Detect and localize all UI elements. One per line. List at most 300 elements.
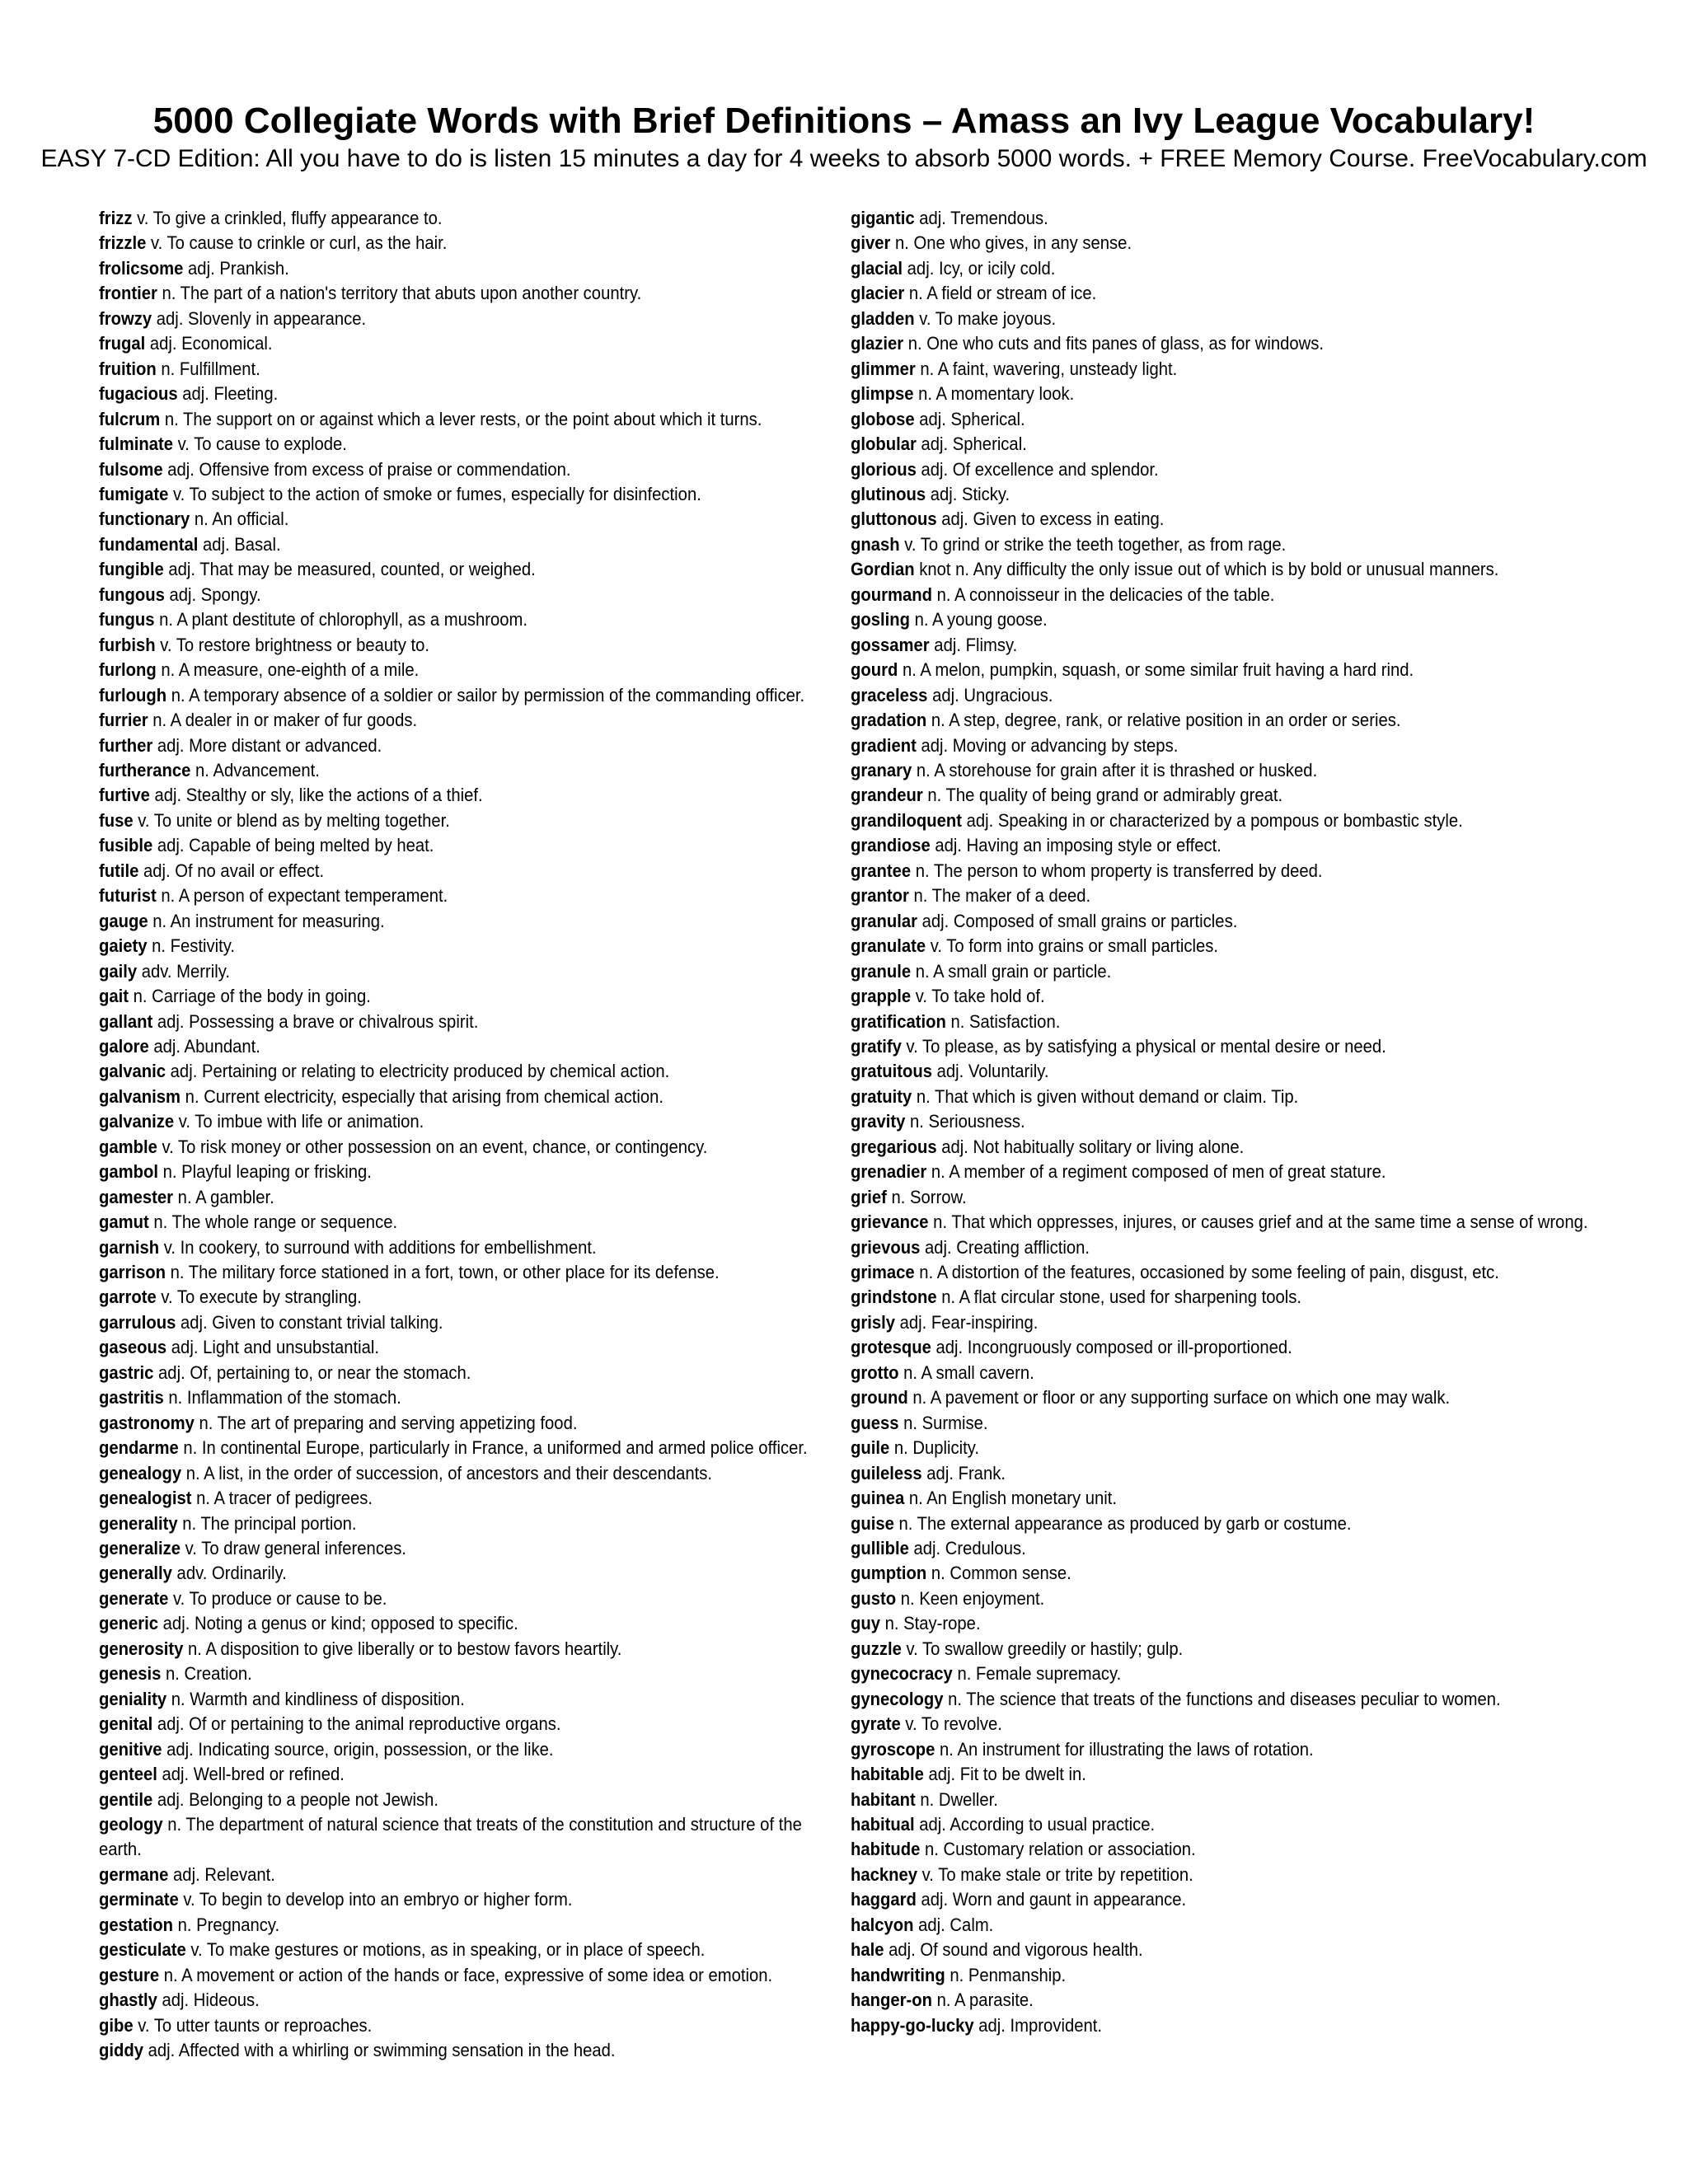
entry-word: gauge: [99, 910, 148, 931]
entry-word: gusto: [851, 1587, 897, 1609]
entry-word: gladden: [851, 307, 915, 329]
entry-word: gravity: [851, 1111, 906, 1132]
vocabulary-entry: [99, 457, 840, 482]
entry-definition: adj. Spherical.: [914, 408, 1025, 429]
vocabulary-entry: [851, 382, 1592, 406]
vocabulary-entry: [851, 1361, 1592, 1385]
vocabulary-entry: [99, 1887, 840, 1912]
entry-word: garrulous: [99, 1311, 176, 1333]
entry-word: handwriting: [851, 1964, 945, 1985]
entry-word: fusible: [99, 835, 153, 856]
entry-definition: v. To form into grains or small particles.: [926, 935, 1219, 957]
entry-word: glorious: [851, 458, 917, 480]
entry-definition: v. To please, as by satisfying a physical or mental desire or need.: [901, 1035, 1386, 1057]
entry-word: gullible: [851, 1538, 909, 1559]
entry-word: frugal: [99, 333, 146, 354]
entry-word: genitive: [99, 1738, 162, 1760]
vocabulary-entry: [99, 1185, 840, 1210]
entry-definition: adj. Icy, or icily cold.: [903, 257, 1056, 279]
entry-word: granular: [851, 910, 918, 931]
entry-definition: v. To make joyous.: [914, 307, 1057, 329]
entry-word: grandiloquent: [851, 809, 962, 831]
vocabulary-entry: [99, 934, 840, 958]
entry-definition: v. To give a crinkled, fluffy appearance to.: [132, 208, 443, 228]
entry-definition: n. One who gives, in any sense.: [890, 232, 1132, 254]
vocabulary-entry: [99, 1661, 840, 1686]
vocabulary-entry: [851, 1536, 1592, 1561]
vocabulary-entry: [851, 733, 1592, 758]
vocabulary-entry: [851, 1185, 1592, 1210]
vocabulary-entry: [99, 1285, 840, 1310]
vocabulary-entry: [99, 432, 840, 457]
entry-definition: adj. Improvident.: [973, 2014, 1102, 2036]
entry-definition: n. The whole range or sequence.: [148, 1212, 398, 1233]
entry-definition: n. Female supremacy.: [952, 1663, 1122, 1685]
vocabulary-entry: [851, 1461, 1592, 1486]
vocabulary-entry: [851, 1260, 1592, 1285]
entry-definition: n. A list, in the order of succession, of ancestors and their descendants.: [181, 1462, 713, 1483]
vocabulary-entry: [851, 583, 1592, 607]
entry-definition: adj. Calm.: [913, 1914, 994, 1935]
entry-word: frizz: [99, 208, 133, 228]
vocabulary-entry: [99, 407, 840, 432]
entry-word: gratification: [851, 1010, 946, 1032]
entry-word: galvanic: [99, 1061, 166, 1082]
entry-word: grimace: [851, 1262, 915, 1283]
entry-definition: v. To risk money or other possession on an event, chance, or contingency.: [157, 1136, 708, 1157]
entry-word: gossamer: [851, 634, 930, 655]
entry-word: hackney: [851, 1863, 918, 1885]
entry-definition: v. To take hold of.: [911, 986, 1045, 1007]
entry-word: glacial: [851, 257, 903, 279]
vocabulary-entry: [99, 1235, 840, 1260]
entry-definition: v. To draw general inferences.: [181, 1538, 406, 1559]
entry-definition: n. In continental Europe, particularly in France, a uniformed and armed police officer.: [178, 1437, 808, 1459]
entry-word: guile: [851, 1437, 890, 1459]
vocabulary-entry: [851, 1637, 1592, 1661]
vocabulary-entry: [99, 1637, 840, 1661]
entry-word: furlough: [99, 684, 167, 705]
vocabulary-entry: [851, 482, 1592, 507]
entry-word: gyrate: [851, 1713, 901, 1735]
entry-word: gumption: [851, 1563, 927, 1584]
vocabulary-entry: [851, 909, 1592, 934]
entry-word: fugacious: [99, 383, 178, 405]
entry-definition: adj. Belonging to a people not Jewish.: [152, 1788, 439, 1810]
entry-definition: v. To unite or blend as by melting together.: [133, 809, 450, 831]
vocabulary-entry: [99, 1611, 840, 1636]
entry-word: happy-go-lucky: [851, 2014, 974, 2036]
entry-word: glimpse: [851, 383, 914, 405]
entry-word: gamble: [99, 1136, 157, 1157]
entry-definition: v. To revolve.: [900, 1713, 1002, 1735]
entry-word: granary: [851, 759, 912, 780]
vocabulary-entry: [99, 583, 840, 607]
entry-definition: adj. Flimsy.: [929, 634, 1018, 655]
entry-word: furbish: [99, 634, 156, 655]
entry-word: gourd: [851, 659, 898, 681]
entry-word: guinea: [851, 1488, 905, 1509]
entry-word: giver: [851, 232, 891, 254]
entry-definition: n. Sorrow.: [886, 1186, 967, 1207]
entry-definition: n. A tracer of pedigrees.: [191, 1488, 373, 1509]
entry-definition: v. To swallow greedily or hastily; gulp.: [901, 1638, 1184, 1659]
entry-definition: n. An official.: [190, 509, 289, 530]
entry-definition: n. A movement or action of the hands or face, expressive of some idea or emotion.: [159, 1964, 773, 1985]
vocabulary-entry: [851, 1712, 1592, 1736]
entry-word: fulsome: [99, 458, 163, 480]
entry-definition: n. That which oppresses, injures, or causes grief and at the same time a sense of wrong.: [928, 1212, 1588, 1233]
entry-word: gluttonous: [851, 509, 937, 530]
vocabulary-entry: [99, 1059, 840, 1084]
vocabulary-entry: [99, 808, 840, 833]
entry-definition: adj. That may be measured, counted, or weighed.: [163, 559, 536, 580]
entry-word: habitude: [851, 1839, 921, 1860]
entry-word: germinate: [99, 1889, 179, 1910]
entry-definition: v. To utter taunts or reproaches.: [133, 2014, 373, 2036]
vocabulary-entry: [851, 532, 1592, 557]
entry-word: gastritis: [99, 1387, 164, 1408]
entry-word: fruition: [99, 358, 157, 379]
entry-definition: adj. Incongruously composed or ill-proportioned.: [931, 1337, 1292, 1358]
entry-word: garrote: [99, 1286, 157, 1308]
entry-word: gynecology: [851, 1688, 944, 1709]
entry-word: gibe: [99, 2014, 134, 2036]
entry-word: furlong: [99, 659, 157, 681]
entry-definition: n. A person of expectant temperament.: [156, 885, 448, 907]
entry-definition: adj. Indicating source, origin, possession, or the like.: [162, 1738, 554, 1760]
entry-definition: adj. Stealthy or sly, like the actions of a thief.: [149, 785, 483, 806]
entry-word: globular: [851, 434, 917, 455]
entry-word: fulcrum: [99, 408, 161, 429]
entry-word: functionary: [99, 509, 190, 530]
entry-word: gait: [99, 986, 129, 1007]
vocabulary-entry: [99, 1788, 840, 1812]
entry-word: glimmer: [851, 358, 916, 379]
entry-word: ghastly: [99, 1990, 157, 2011]
entry-word: gigantic: [851, 208, 915, 228]
vocabulary-entry: [851, 658, 1592, 682]
entry-word: gradient: [851, 734, 917, 756]
vocabulary-entry: [851, 1661, 1592, 1686]
entry-word: generalize: [99, 1538, 181, 1559]
entry-definition: adj. Speaking in or characterized by a pompous or bombastic style.: [962, 809, 1463, 831]
vocabulary-entry: [851, 1160, 1592, 1184]
entry-definition: adj. Abundant.: [148, 1035, 260, 1057]
entry-word: guess: [851, 1412, 899, 1433]
entry-definition: v. To restore brightness or beauty to.: [155, 634, 430, 655]
vocabulary-entry: [851, 1235, 1592, 1260]
entry-word: gaily: [99, 960, 138, 982]
entry-definition: v. To make stale or trite by repetition.: [917, 1863, 1193, 1885]
entry-definition: n. The person to whom property is transferred by deed.: [911, 860, 1323, 881]
vocabulary-entry: [851, 206, 1592, 231]
vocabulary-entry: [851, 1109, 1592, 1134]
entry-definition: adj. Fit to be dwelt in.: [923, 1764, 1086, 1785]
entry-word: fulminate: [99, 434, 174, 455]
entry-definition: v. In cookery, to surround with additions for embellishment.: [159, 1236, 597, 1258]
entry-definition: adj. Fear-inspiring.: [895, 1311, 1039, 1333]
vocabulary-entry: [851, 1938, 1592, 1962]
entry-definition: n. A field or stream of ice.: [904, 283, 1097, 304]
entry-definition: n. Inflammation of the stomach.: [163, 1387, 401, 1408]
entry-definition: adj. Credulous.: [908, 1538, 1026, 1559]
entry-word: grantor: [851, 885, 909, 907]
entry-definition: adj. Frank.: [921, 1462, 1006, 1483]
entry-definition: adj. Of no avail or effect.: [138, 860, 325, 881]
vocabulary-entry: [99, 357, 840, 382]
vocabulary-entry: [851, 633, 1592, 658]
entry-definition: adj. Given to excess in eating.: [936, 509, 1165, 530]
vocabulary-entry: [99, 633, 840, 658]
entry-definition: adj. Fleeting.: [177, 383, 279, 405]
entry-word: gastric: [99, 1361, 154, 1383]
entry-word: galore: [99, 1035, 149, 1057]
vocabulary-entry: [99, 1863, 840, 1887]
entry-definition: n. Current electricity, especially that arising from chemical action.: [181, 1085, 664, 1107]
entry-definition: adj. Composed of small grains or particles.: [917, 910, 1238, 931]
entry-definition: n. The quality of being grand or admirably great.: [922, 785, 1283, 806]
vocabulary-entry: [851, 1762, 1592, 1787]
page-title: 5000 Collegiate Words with Brief Definitions – Amass an Ivy League Vocabulary!: [152, 101, 1536, 141]
entry-word: habitant: [851, 1788, 916, 1810]
entry-definition: adj. Noting a genus or kind; opposed to specific.: [158, 1613, 518, 1634]
entry-word: granulate: [851, 935, 926, 957]
entry-definition: n. The military force stationed in a fort, town, or other place for its defense.: [166, 1262, 720, 1283]
entry-word: grandeur: [851, 785, 923, 806]
entry-word: Gordian: [851, 559, 915, 580]
vocabulary-entry: [99, 1160, 840, 1184]
entry-definition: v. To make gestures or motions, as in speaking, or in place of speech.: [185, 1939, 706, 1961]
entry-word: fungus: [99, 609, 155, 630]
entry-definition: adj. Tremendous.: [914, 208, 1048, 228]
vocabulary-entry: [851, 256, 1592, 281]
vocabulary-entry: [851, 307, 1592, 331]
entry-definition: adv. Merrily.: [137, 960, 231, 982]
vocabulary-entry: [851, 1611, 1592, 1636]
entry-word: generosity: [99, 1638, 184, 1659]
entry-definition: adj. Spherical.: [916, 434, 1027, 455]
vocabulary-entry: [851, 2013, 1592, 2038]
vocabulary-entry: [99, 532, 840, 557]
entry-definition: adj. Capable of being melted by heat.: [152, 835, 434, 856]
entry-definition: adj. Sticky.: [926, 483, 1010, 504]
entry-definition: n. The external appearance as produced by garb or costume.: [893, 1512, 1352, 1534]
vocabulary-entry: [851, 1210, 1592, 1235]
vocabulary-entry: [851, 1963, 1592, 1988]
entry-definition: adj. Of, pertaining to, or near the stomach.: [153, 1361, 471, 1383]
entry-definition: n. The part of a nation's territory that abuts upon another country.: [157, 283, 642, 304]
entry-definition: adj. Given to constant trivial talking.: [176, 1311, 443, 1333]
entry-definition: n. The art of preparing and serving appetizing food.: [194, 1412, 578, 1433]
vocabulary-entry: [99, 607, 840, 632]
vocabulary-entry: [99, 1586, 840, 1611]
entry-definition: n. A gambler.: [173, 1186, 274, 1207]
entry-definition: adj. More distant or advanced.: [152, 734, 382, 756]
vocabulary-entry: [851, 1586, 1592, 1611]
entry-word: gaiety: [99, 935, 148, 957]
entry-definition: n. Pregnancy.: [173, 1914, 280, 1935]
vocabulary-entry: [99, 1963, 840, 1988]
vocabulary-entry: [99, 658, 840, 682]
entry-word: futurist: [99, 885, 157, 907]
entry-word: garnish: [99, 1236, 160, 1258]
entry-definition: n. A faint, wavering, unsteady light.: [915, 358, 1178, 379]
vocabulary-entry: [851, 683, 1592, 708]
entry-word: habitual: [851, 1814, 915, 1835]
entry-definition: adj. Spongy.: [164, 583, 261, 605]
vocabulary-entry: [99, 331, 840, 356]
vocabulary-entry: [851, 1837, 1592, 1862]
vocabulary-entry: [99, 1486, 840, 1511]
entry-word: frontier: [99, 283, 157, 304]
entry-definition: adj. Economical.: [145, 333, 273, 354]
right-word-column: [851, 206, 1592, 2038]
entry-word: gamut: [99, 1212, 149, 1233]
vocabulary-entry: [99, 883, 840, 908]
entry-word: gyroscope: [851, 1738, 935, 1760]
vocabulary-entry: [99, 1561, 840, 1586]
vocabulary-entry: [851, 758, 1592, 783]
entry-word: frowzy: [99, 307, 152, 329]
entry-definition: v. To subject to the action of smoke or fumes, especially for disinfection.: [168, 483, 701, 504]
vocabulary-entry: [851, 1436, 1592, 1460]
entry-definition: adj. Pertaining or relating to electricity produced by chemical action.: [166, 1061, 670, 1082]
vocabulary-entry: [99, 1511, 840, 1536]
vocabulary-entry: [851, 1788, 1592, 1812]
entry-definition: adj. Relevant.: [168, 1863, 275, 1885]
entry-definition: n. A young goose.: [910, 609, 1048, 630]
entry-word: gynecocracy: [851, 1663, 953, 1685]
entry-word: galvanism: [99, 1085, 181, 1107]
vocabulary-entry: [99, 833, 840, 858]
entry-definition: n. Advancement.: [190, 759, 320, 780]
entry-definition: adj. Hideous.: [157, 1990, 260, 2011]
entry-definition: n. Surmise.: [898, 1412, 988, 1433]
entry-word: glutinous: [851, 483, 926, 504]
entry-word: gendarme: [99, 1437, 179, 1459]
vocabulary-entry: [99, 1260, 840, 1285]
entry-word: guzzle: [851, 1638, 902, 1659]
entry-word: furrier: [99, 710, 148, 731]
entry-definition: n. An instrument for measuring.: [148, 910, 385, 931]
vocabulary-entry: [99, 1687, 840, 1712]
vocabulary-entry: [851, 934, 1592, 958]
vocabulary-entry: [99, 281, 840, 306]
entry-word: gestation: [99, 1914, 174, 1935]
entry-word: fuse: [99, 809, 134, 831]
vocabulary-entry: [851, 1335, 1592, 1360]
entry-definition: n. Customary relation or association.: [920, 1839, 1196, 1860]
entry-definition: n. One who cuts and fits panes of glass, as for windows.: [903, 333, 1325, 354]
entry-word: gratuity: [851, 1085, 912, 1107]
entry-word: gosling: [851, 609, 910, 630]
vocabulary-entry: [851, 959, 1592, 984]
vocabulary-entry: [99, 1988, 840, 2013]
entry-definition: adj. Offensive from excess of praise or commendation.: [162, 458, 571, 480]
entry-definition: v. To produce or cause to be.: [168, 1587, 387, 1609]
vocabulary-entry: [851, 507, 1592, 532]
entry-definition: n. Penmanship.: [945, 1964, 1067, 1985]
entry-definition: n. Keen enjoyment.: [896, 1587, 1045, 1609]
vocabulary-entry: [851, 1687, 1592, 1712]
entry-definition: v. To imbue with life or animation.: [174, 1111, 424, 1132]
vocabulary-entry: [99, 1335, 840, 1360]
entry-definition: n. Satisfaction.: [945, 1010, 1061, 1032]
vocabulary-entry: [851, 231, 1592, 255]
entry-definition: v. To cause to crinkle or curl, as the hair.: [146, 232, 448, 254]
vocabulary-entry: [99, 708, 840, 733]
entry-definition: n. A small grain or particle.: [911, 960, 1112, 982]
entry-word: gradation: [851, 710, 927, 731]
vocabulary-entry: [99, 758, 840, 783]
vocabulary-entry: [99, 1436, 840, 1460]
entry-word: grantee: [851, 860, 912, 881]
entry-word: generate: [99, 1587, 169, 1609]
entry-definition: n. Fulfillment.: [156, 358, 260, 379]
entry-definition: adj. Of excellence and splendor.: [916, 458, 1159, 480]
vocabulary-entry: [99, 382, 840, 406]
vocabulary-entry: [99, 1034, 840, 1059]
entry-definition: n. A temporary absence of a soldier or sailor by permission of the commanding officer.: [166, 684, 805, 705]
left-word-column: [99, 206, 841, 2064]
vocabulary-entry: [851, 1385, 1592, 1410]
vocabulary-entry: [99, 1085, 840, 1109]
entry-word: furtive: [99, 785, 150, 806]
entry-definition: n. A distortion of the features, occasioned by some feeling of pain, disgust, etc.: [914, 1262, 1499, 1283]
entry-definition: adj. Ungracious.: [927, 684, 1053, 705]
entry-word: fungible: [99, 559, 164, 580]
vocabulary-entry: [99, 507, 840, 532]
entry-word: gourmand: [851, 583, 932, 605]
vocabulary-entry: [99, 1461, 840, 1486]
entry-word: further: [99, 734, 153, 756]
entry-definition: n. Creation.: [161, 1663, 252, 1685]
entry-definition: n. The science that treats of the functions and diseases peculiar to women.: [943, 1688, 1501, 1709]
entry-definition: adj. According to usual practice.: [914, 1814, 1156, 1835]
vocabulary-entry: [851, 808, 1592, 833]
vocabulary-entry: [99, 1536, 840, 1561]
vocabulary-entry: [851, 357, 1592, 382]
entry-word: generally: [99, 1563, 172, 1584]
entry-definition: n. A disposition to give liberally or to bestow favors heartily.: [183, 1638, 622, 1659]
vocabulary-entry: [851, 1561, 1592, 1586]
entry-word: grotto: [851, 1361, 899, 1383]
entry-definition: n. Stay-rope.: [880, 1613, 981, 1634]
vocabulary-entry: [851, 1887, 1592, 1912]
entry-word: grandiose: [851, 835, 931, 856]
entry-definition: n. A measure, one-eighth of a mile.: [156, 659, 420, 681]
entry-definition: n. Festivity.: [147, 935, 236, 957]
entry-definition: n. A flat circular stone, used for sharpening tools.: [936, 1286, 1302, 1308]
entry-definition: adj. Of sound and vigorous health.: [884, 1939, 1143, 1961]
entry-definition: adj. Not habitually solitary or living alone.: [936, 1136, 1245, 1157]
vocabulary-entry: [99, 1109, 840, 1134]
entry-word: gesticulate: [99, 1939, 186, 1961]
vocabulary-entry: [99, 909, 840, 934]
entry-definition: adj. Well-bred or refined.: [157, 1764, 345, 1785]
vocabulary-entry: [99, 1210, 840, 1235]
vocabulary-entry: [99, 256, 840, 281]
vocabulary-entry: [851, 783, 1592, 808]
entry-word: hanger-on: [851, 1990, 932, 2011]
entry-word: germane: [99, 1863, 169, 1885]
entry-definition: n. A melon, pumpkin, squash, or some similar fruit having a hard rind.: [898, 659, 1414, 681]
entry-word: grisly: [851, 1311, 896, 1333]
entry-definition: v. To execute by strangling.: [156, 1286, 362, 1308]
entry-word: grievance: [851, 1212, 929, 1233]
vocabulary-entry: [851, 457, 1592, 482]
